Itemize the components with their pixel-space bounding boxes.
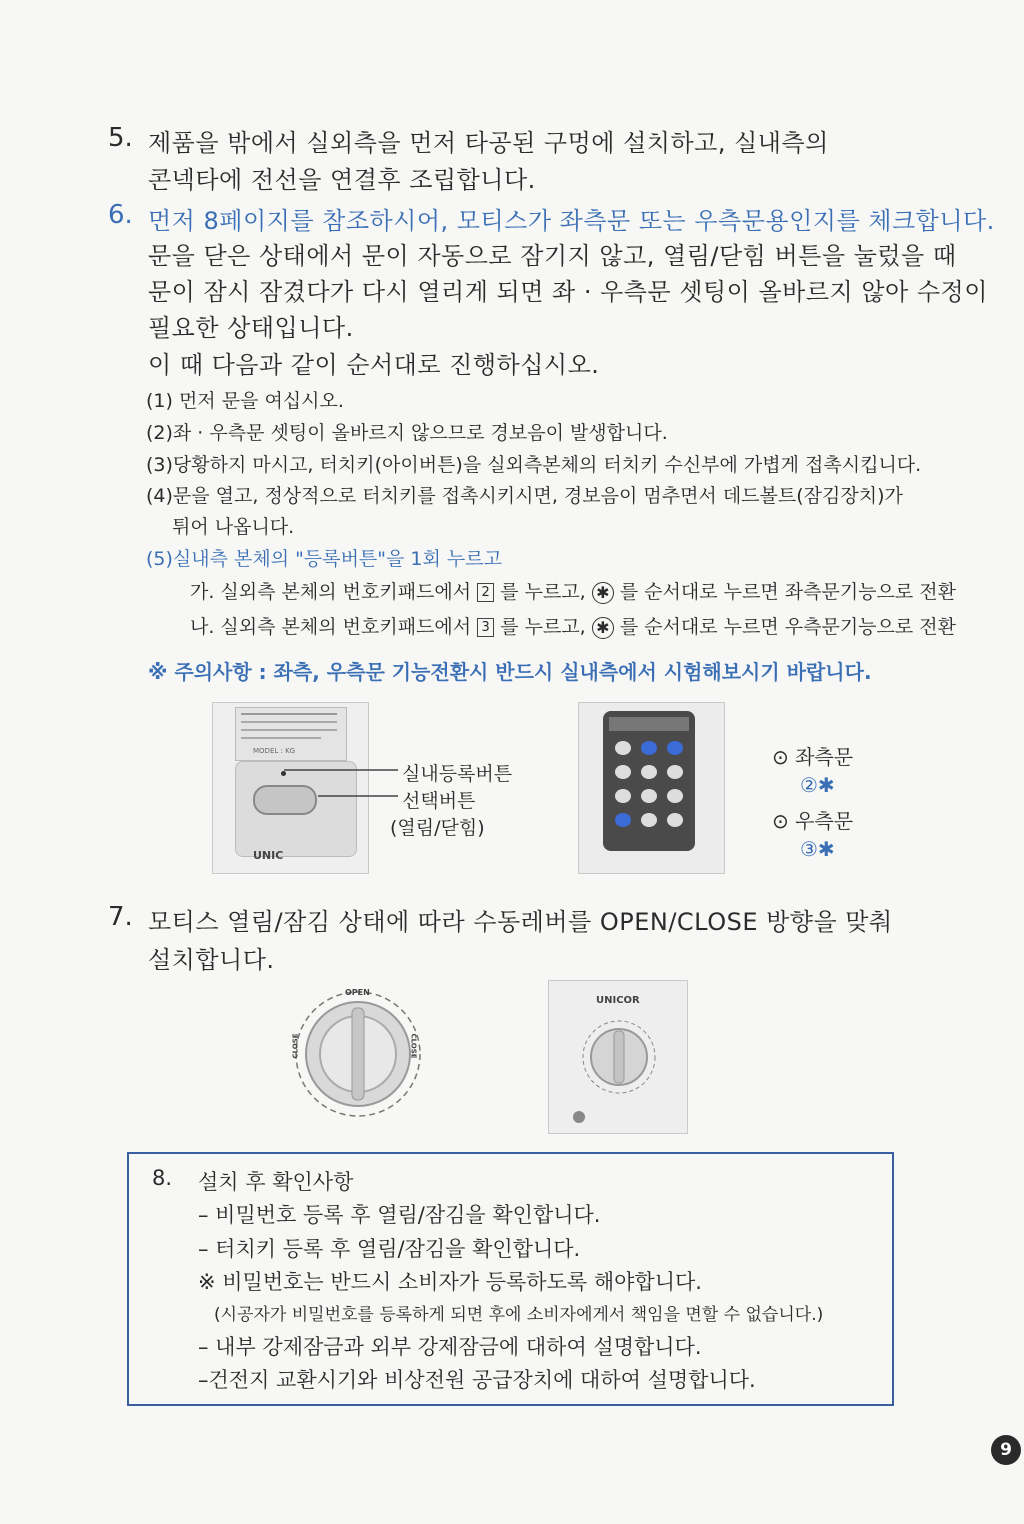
step6-number: 6.	[108, 200, 133, 230]
model-label: MODEL : KG	[253, 747, 296, 755]
step6-line4: 필요한 상태입니다.	[148, 314, 354, 342]
check-item-6: –건전지 교환시기와 비상전원 공급장치에 대하여 설명합니다.	[198, 1368, 756, 1392]
na-suffix: 를 순서대로 누르면 우측문기능으로 전환	[619, 616, 956, 638]
substep-ga	[190, 577, 956, 604]
step7-line1: 모티스 열림/잠김 상태에 따라 수동레버를 OPEN/CLOSE 방향을 맞춰	[148, 908, 893, 936]
keypad-photo	[578, 702, 725, 874]
substep-4b: 튀어 나옵니다.	[172, 516, 295, 538]
substep-3: (3)당황하지 마시고, 터치키(아이버튼)을 실외측본체의 터치키 수신부에 가볍게 접촉시킵니다.	[146, 454, 922, 476]
substep-na	[190, 612, 956, 639]
mortise-unit-photo	[548, 980, 688, 1134]
key-2-box: 2	[477, 583, 494, 602]
right-door-code: ③✱	[800, 837, 835, 861]
close-label-right: CLOSE	[409, 1033, 418, 1059]
ga-suffix: 를 순서대로 누르면 좌측문기능으로 전환	[619, 581, 956, 603]
key-3-box: 3	[477, 618, 494, 637]
left-door-label: ⊙ 좌측문	[772, 745, 854, 769]
ga-prefix: 가. 실외측 본체의 번호키패드에서	[190, 581, 472, 603]
open-label: OPEN	[345, 988, 370, 997]
substep-5: (5)실내측 본체의 "등록버튼"을 1회 누르고	[146, 548, 502, 570]
check-item-5: – 내부 강제잠금과 외부 강제잠금에 대하여 설명합니다.	[198, 1335, 702, 1359]
step7-line2: 설치합니다.	[148, 946, 275, 974]
step6-line3: 문이 잠시 잠겼다가 다시 열리게 되면 좌 · 우측문 셋팅이 올바르지 않아 수정이	[148, 278, 988, 306]
step5-line2: 콘넥타에 전선을 연결후 조립합니다.	[148, 166, 536, 194]
callout-lines	[280, 760, 400, 820]
star-key-icon: ✱	[592, 617, 614, 639]
mortise-brand: UNICOR	[596, 995, 640, 1006]
step7-number: 7.	[108, 902, 133, 932]
check-item-3: ※ 비밀번호는 반드시 소비자가 등록하도록 해야합니다.	[198, 1270, 702, 1294]
check-item-2: – 터치키 등록 후 열림/잠김을 확인합니다.	[198, 1237, 581, 1261]
step5-line1: 제품을 밖에서 실외측을 먼저 타공된 구멍에 설치하고, 실내측의	[148, 129, 829, 157]
substep-4a: (4)문을 열고, 정상적으로 터치키를 접촉시키시면, 경보음이 멈추면서 데드볼트(잠김장치)가	[146, 485, 903, 507]
right-door-label: ⊙ 우측문	[772, 809, 854, 833]
substep-1: (1) 먼저 문을 여십시오.	[146, 390, 344, 412]
brand-label: UNIC	[253, 849, 284, 862]
close-label-left: CLOSE	[291, 1033, 300, 1059]
step6-line1: 먼저 8페이지를 참조하시어, 모티스가 좌측문 또는 우측문용인지를 체크합니다.	[148, 207, 995, 235]
step8-title: 설치 후 확인사항	[198, 1170, 354, 1194]
star-key-icon: ✱	[592, 582, 614, 604]
caution-note: ※ 주의사항 : 좌측, 우측문 기능전환시 반드시 실내측에서 시험해보시기 바랍니다.	[148, 660, 872, 684]
step6-line2: 문을 닫은 상태에서 문이 자동으로 잠기지 않고, 열림/닫힘 버튼을 눌렀을 때	[148, 242, 957, 270]
page-number-badge: 9	[991, 1435, 1021, 1465]
check-item-1: – 비밀번호 등록 후 열림/잠김을 확인합니다.	[198, 1203, 601, 1227]
ga-middle: 를 누르고,	[500, 581, 586, 603]
callout-select: 선택버튼	[402, 790, 476, 812]
na-middle: 를 누르고,	[500, 616, 586, 638]
left-door-code: ②✱	[800, 773, 835, 797]
step6-line5: 이 때 다음과 같이 순서대로 진행하십시오.	[148, 351, 600, 379]
step5-number: 5.	[108, 123, 133, 153]
callout-open-close: (열림/닫힘)	[390, 817, 485, 839]
check-item-4: (시공자가 비밀번호를 등록하게 되면 후에 소비자에게서 책임을 면할 수 없습니다.)	[214, 1305, 824, 1325]
manual-lever-dial-photo	[283, 982, 433, 1122]
substep-2: (2)좌 · 우측문 셋팅이 올바르지 않으므로 경보음이 발생합니다.	[146, 422, 668, 444]
callout-register: 실내등록버튼	[402, 763, 513, 785]
na-prefix: 나. 실외측 본체의 번호키패드에서	[190, 616, 472, 638]
step8-number: 8.	[152, 1166, 173, 1190]
